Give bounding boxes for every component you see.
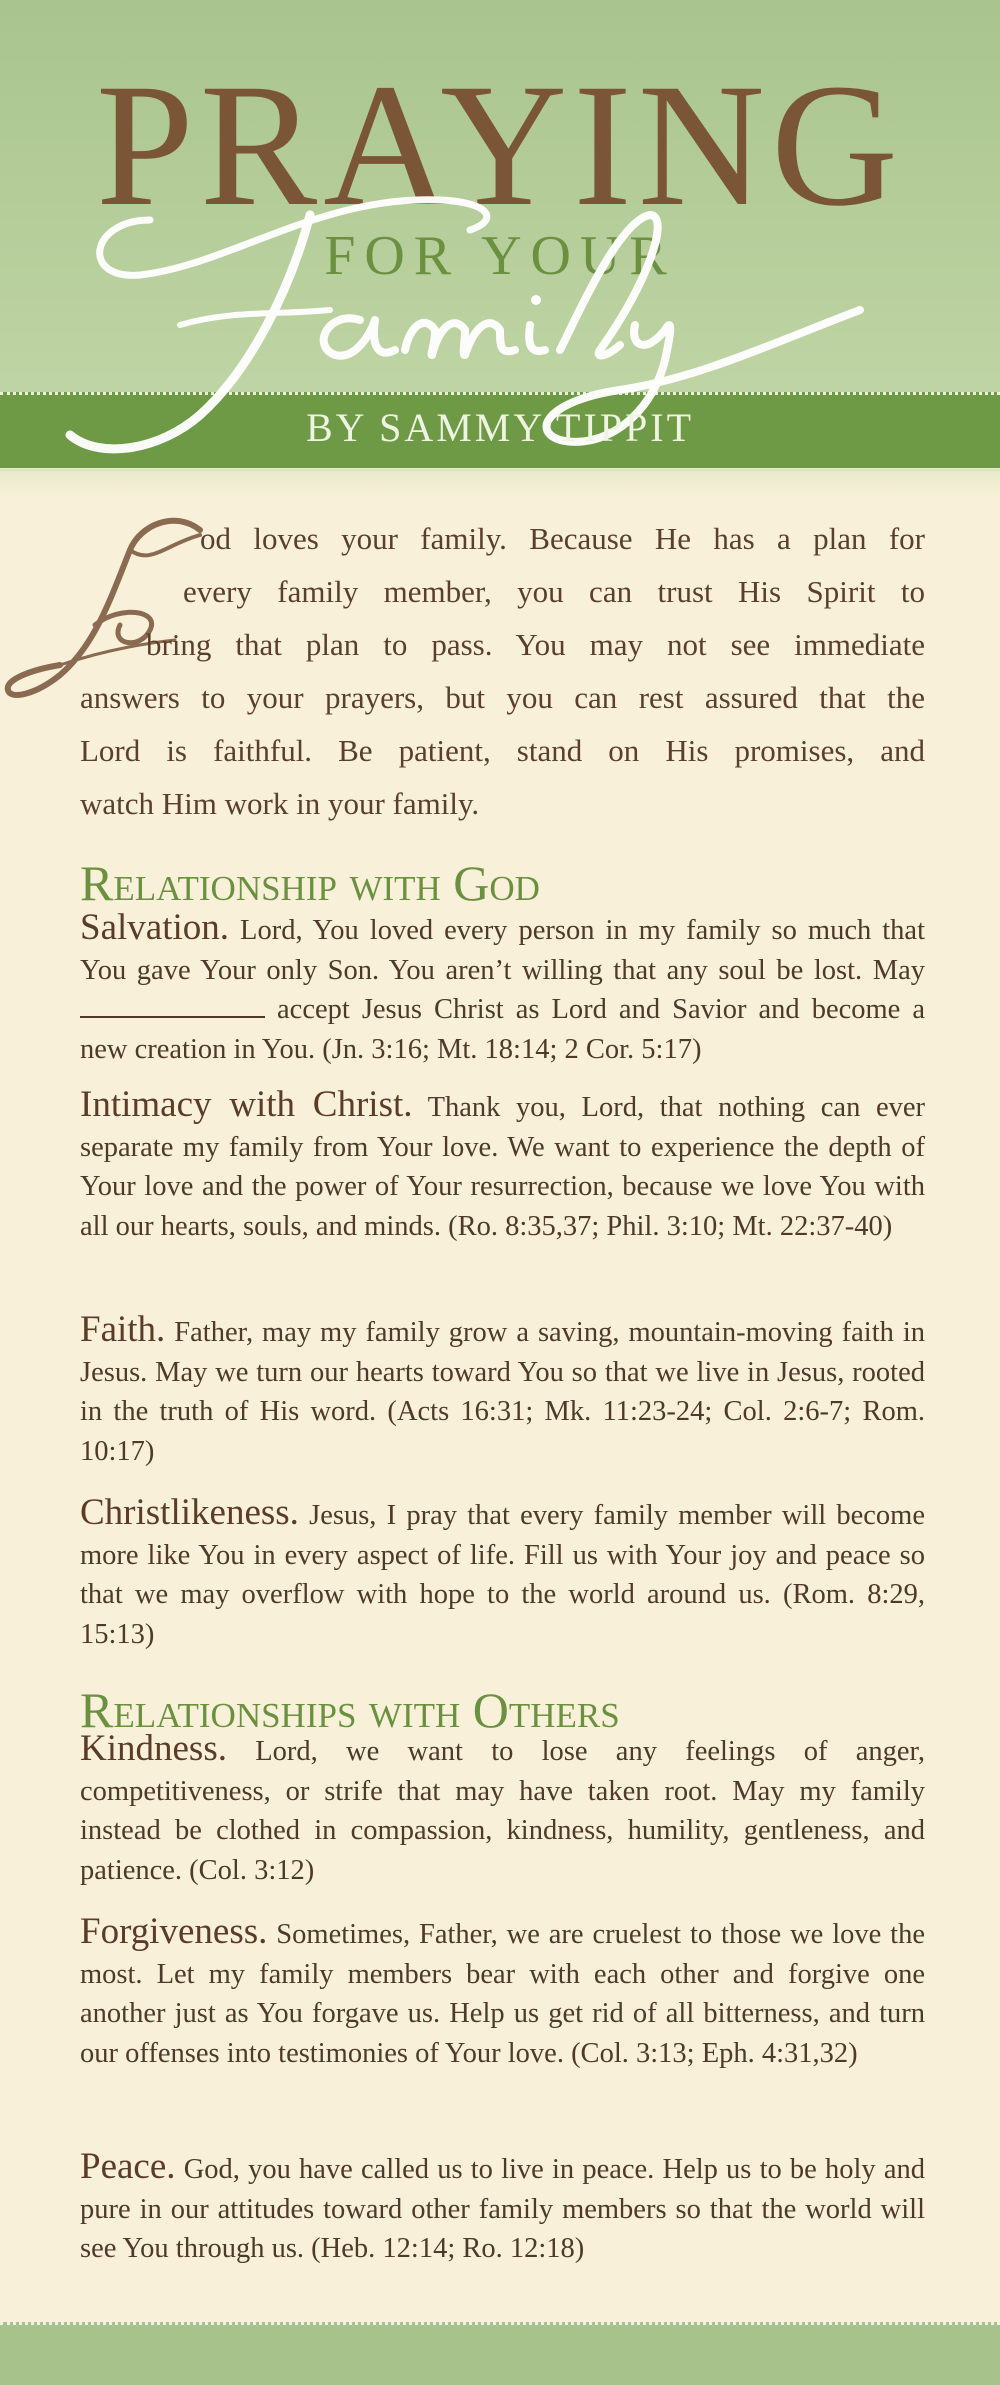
prayer-title: Salvation.	[80, 907, 230, 948]
prayer-text: Sometimes, Father, we are cruelest to those we love the most. Let my family members bear with each other and forgive one another just as You forgave us. Help us get rid of all bitterness, and turn our offenses into testimonies of Your love. (Col. 3:13; Eph. 4:31,32)	[80, 1919, 925, 2069]
prayer-title: Peace.	[80, 2146, 176, 2187]
prayer-faith	[80, 1310, 925, 1471]
prayer-title: Faith.	[80, 1309, 166, 1350]
intro-line: od loves your family. Because He has a plan for	[200, 521, 925, 556]
intro-line: watch Him work in your family.	[80, 786, 480, 821]
intro-line: answers to your prayers, but you can rest assured that the	[80, 680, 925, 715]
prayer-peace	[80, 2147, 925, 2269]
prayer-title: Intimacy with Christ.	[80, 1084, 413, 1125]
title: PRAYING	[95, 48, 905, 243]
prayer-text: Lord, we want to lose any feelings of anger, competitiveness, or strife that may have taken root. May my family instead be clothed in compassion, kindness, humility, gentleness, and patience. (Col. 3:12)	[80, 1736, 925, 1886]
prayer-salvation	[80, 908, 925, 1069]
prayer-text: Thank you, Lord, that nothing can ever separate my family from Your love. We want to experience the depth of Your love and the power of Your resurrection, because we love You with all our hearts, souls, and minds. (Ro. 8:35,37; Phil. 3:10; Mt. 22:37-40)	[80, 1092, 925, 1242]
intro-line: every family member, you can trust His Spirit to	[183, 574, 925, 609]
footer-band	[0, 2322, 1000, 2385]
prayer-text: Lord, You loved every person in my family so much that You gave Your only Son. You aren’t willing that any soul be lost. May	[80, 915, 925, 986]
prayer-forgiveness	[80, 1912, 925, 2073]
byline: BY SAMMY TIPPIT	[305, 405, 695, 450]
prayer-title: Christlikeness.	[80, 1492, 299, 1533]
intro-line: Lord is faithful. Be patient, stand on His promises, and	[80, 733, 925, 768]
prayer-title: Kindness.	[80, 1728, 227, 1769]
intro-paragraph	[80, 512, 925, 830]
prayer-text: Jesus, I pray that every family member will become more like You in every aspect of life. Fill us with Your joy and peace so that we may overflow with hope to the world around us. (Rom. 8:29, 15:13)	[80, 1500, 925, 1650]
prayer-text: Father, may my family grow a saving, mountain-moving faith in Jesus. May we turn our hearts toward You so that we live in Jesus, rooted in the truth of His word. (Acts 16:31; Mk. 11:23-24; Col. 2:6-7; Rom. 10:17)	[80, 1317, 925, 1467]
subtitle: FOR YOUR	[324, 225, 676, 287]
prayer-kindness	[80, 1729, 925, 1890]
prayer-intimacy	[80, 1085, 925, 1246]
section-heading-god: Relationship with God	[80, 855, 540, 911]
name-blank-line	[80, 994, 265, 1018]
intro-line: bring that plan to pass. You may not see immediate	[146, 627, 925, 662]
prayer-text: God, you have called us to live in peace. Help us to be holy and pure in our attitudes toward other family members so that the world will see You through us. (Heb. 12:14; Ro. 12:18)	[80, 2154, 925, 2264]
prayer-text: accept Jesus Christ as Lord and Savior and become a new creation in You. (Jn. 3:16; Mt. 18:14; 2 Cor. 5:17)	[80, 994, 925, 1065]
section-heading-others: Relationships with Others	[80, 1682, 620, 1738]
prayer-title: Forgiveness.	[80, 1911, 268, 1952]
prayer-christlikeness	[80, 1493, 925, 1654]
